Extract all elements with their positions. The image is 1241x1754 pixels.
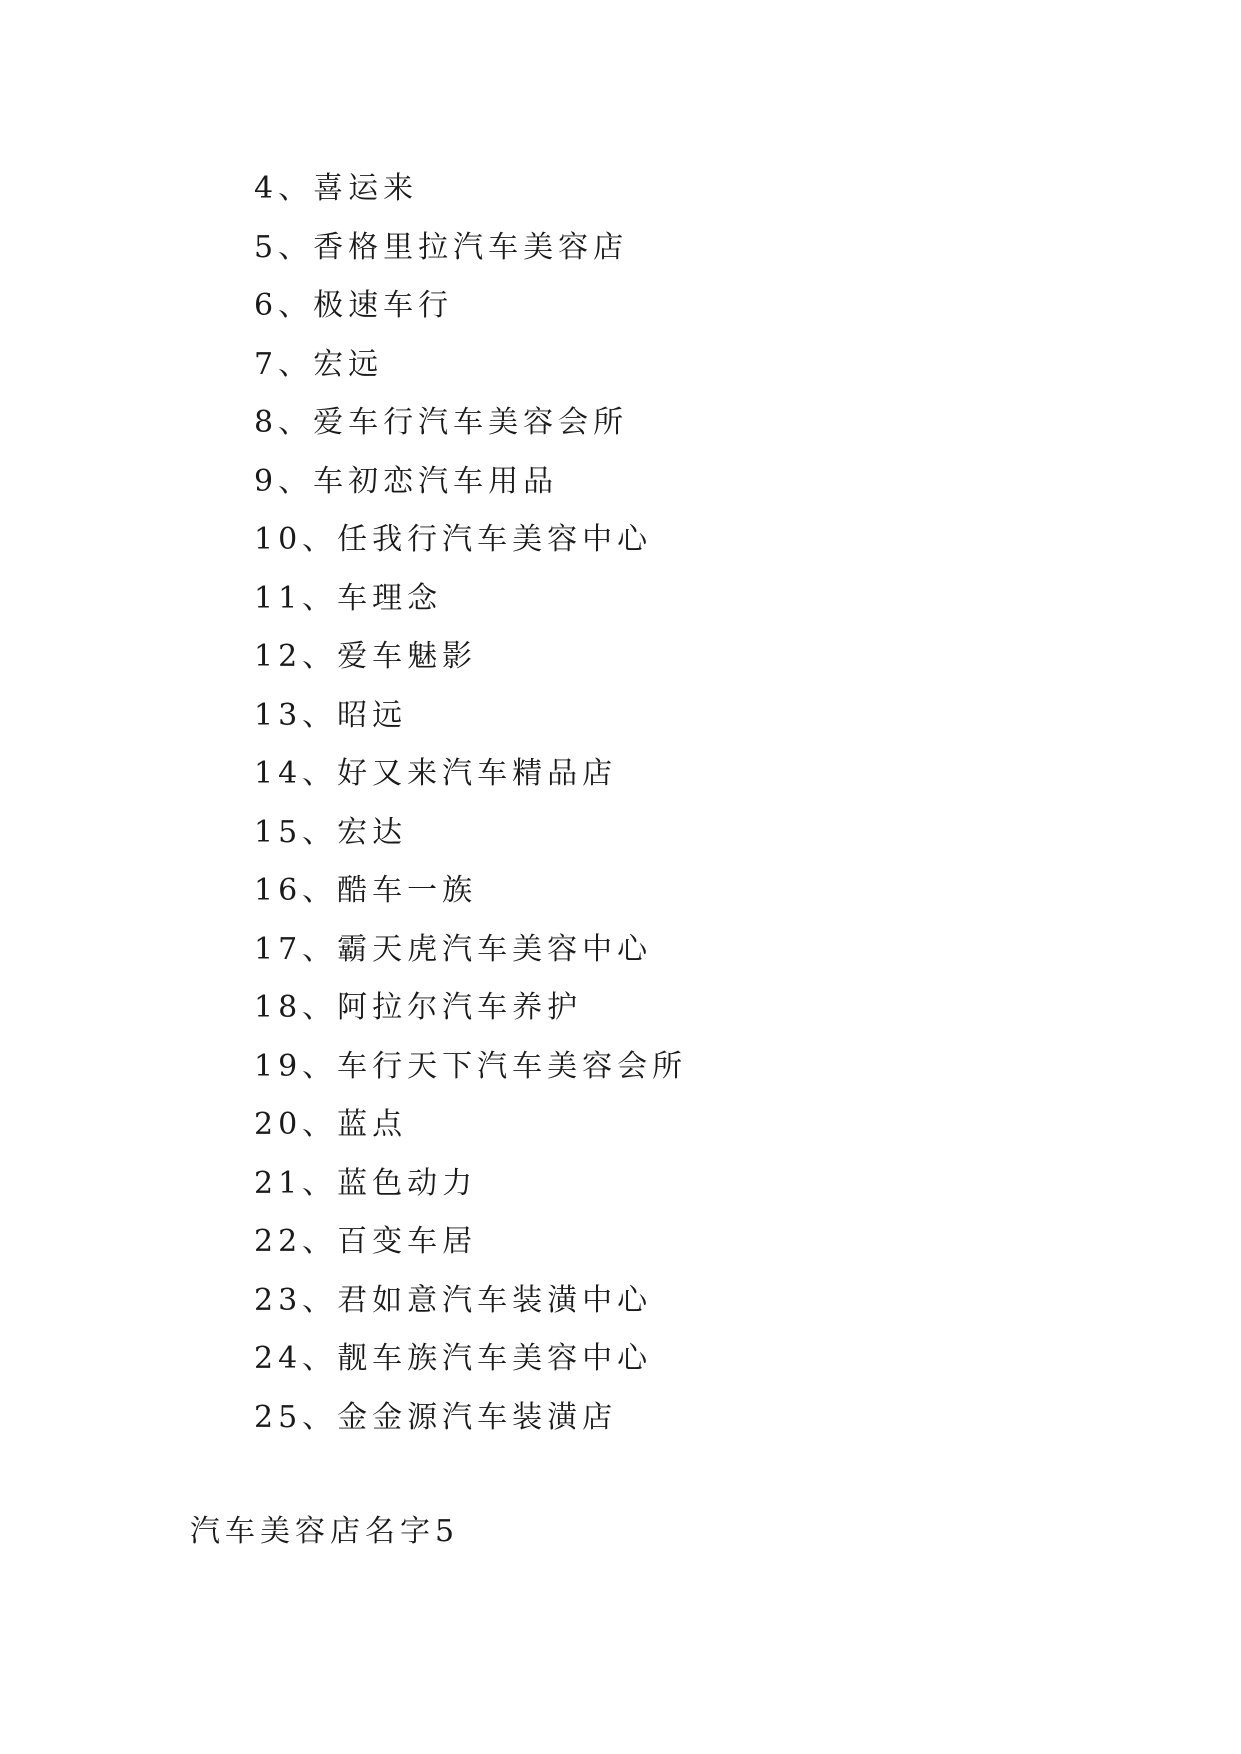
shop-name-list (254, 160, 687, 1447)
section-heading: 汽车美容店名字5 (190, 1514, 460, 1549)
list-item: 22、百变车居 (254, 1224, 478, 1259)
list-item: 20、蓝点 (254, 1107, 408, 1142)
list-item: 25、金金源汽车装潢店 (254, 1399, 618, 1435)
list-item: 12、爱车魅影 (254, 639, 478, 674)
list-item: 5、香格里拉汽车美容店 (254, 229, 629, 265)
list-item: 23、君如意汽车装潢中心 (254, 1282, 653, 1318)
list-item: 4、喜运来 (254, 171, 419, 206)
list-item: 19、车行天下汽车美容会所 (254, 1048, 688, 1084)
list-item: 13、昭远 (254, 697, 408, 733)
list-item: 18、阿拉尔汽车养护 (254, 990, 583, 1025)
list-item: 17、霸天虎汽车美容中心 (254, 931, 653, 967)
list-item: 8、爱车行汽车美容会所 (254, 405, 629, 440)
list-item: 15、宏达 (254, 814, 408, 850)
list-item: 16、酷车一族 (254, 873, 478, 908)
list-item: 21、蓝色动力 (254, 1165, 478, 1201)
list-item: 14、好又来汽车精品店 (254, 756, 618, 791)
list-item: 6、极速车行 (254, 288, 454, 323)
list-item: 7、宏远 (254, 346, 384, 382)
list-item: 10、任我行汽车美容中心 (254, 522, 653, 557)
list-item: 11、车理念 (254, 580, 443, 616)
list-item: 9、车初恋汽车用品 (254, 463, 559, 499)
list-item: 24、靓车族汽车美容中心 (254, 1341, 653, 1376)
